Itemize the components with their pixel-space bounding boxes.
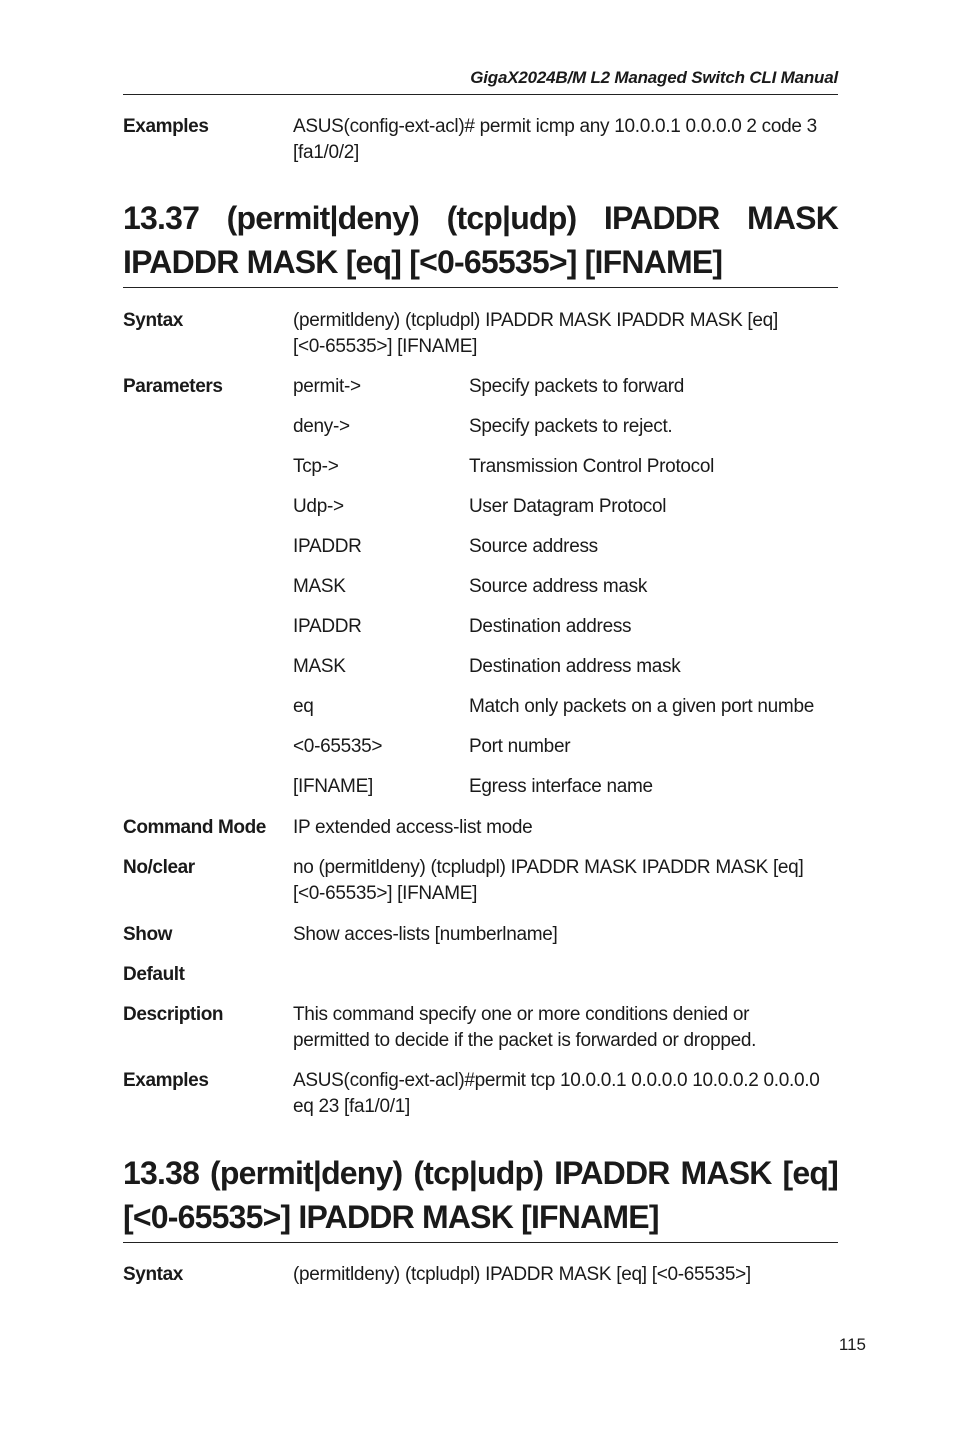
syntax-label: Syntax (123, 1264, 183, 1285)
parameter-name: MASK (293, 656, 346, 677)
examples-label: Examples (123, 1070, 209, 1091)
header-rule (123, 94, 838, 95)
section-heading-13-38 (123, 1151, 838, 1239)
section-heading-13-37 (123, 196, 838, 284)
parameter-description: Transmission Control Protocol (469, 456, 715, 477)
parameter-name: Tcp-> (293, 456, 339, 477)
parameter-description: Destination address mask (469, 656, 681, 677)
parameters-label: Parameters (123, 376, 223, 397)
no-clear-label: No/clear (123, 857, 195, 878)
parameter-name: permit-> (293, 376, 361, 397)
parameter-description: Specify packets to reject. (469, 416, 673, 437)
description-label: Description (123, 1004, 224, 1025)
heading-rule (123, 287, 838, 288)
heading-line: [<0-65535>] IPADDR MASK [IFNAME] (123, 1199, 659, 1235)
parameter-name: deny-> (293, 416, 350, 437)
default-label: Default (123, 964, 185, 985)
examples-value (293, 114, 843, 166)
parameter-name: IPADDR (293, 536, 362, 557)
parameter-name: [IFNAME] (293, 776, 373, 797)
command-mode-value: IP extended access-list mode (293, 817, 533, 838)
syntax-value: (permitldeny) (tcpludpl) IPADDR MASK [eq] [<0-65535>] (293, 1264, 751, 1285)
parameter-name: IPADDR (293, 616, 362, 637)
parameter-description: Specify packets to forward (469, 376, 685, 397)
show-value: Show acces-lists [numberlname] (293, 924, 558, 945)
parameter-name: MASK (293, 576, 346, 597)
parameter-description: Destination address (469, 616, 632, 637)
heading-line: 13.37 (permit|deny) (tcp|udp) IPADDR MASK (123, 200, 838, 236)
running-header: GigaX2024B/M L2 Managed Switch CLI Manual (470, 68, 838, 87)
examples-label: Examples (123, 116, 209, 137)
parameter-description: Source address mask (469, 576, 648, 597)
syntax-line: [<0-65535>] [IFNAME] (293, 336, 478, 357)
examples-line: [fa1/0/2] (293, 142, 359, 163)
description-line: permitted to decide if the packet is forwarded or dropped. (293, 1030, 757, 1051)
parameter-name: Udp-> (293, 496, 344, 517)
page-number: 115 (838, 1335, 866, 1354)
heading-rule (123, 1242, 838, 1243)
parameter-name: <0-65535> (293, 736, 383, 757)
syntax-line: (permitldeny) (tcpludpl) IPADDR MASK IPADDR MASK [eq] (293, 310, 778, 331)
heading-line: 13.38 (permit|deny) (tcp|udp) IPADDR MASK [eq] (123, 1155, 838, 1191)
examples-line: ASUS(config-ext-acl)# permit icmp any 10.0.0.1 0.0.0.0 2 code 3 (293, 116, 817, 137)
examples-line: ASUS(config-ext-acl)#permit tcp 10.0.0.1 0.0.0.0 10.0.0.2 0.0.0.0 (293, 1070, 820, 1091)
syntax-label: Syntax (123, 310, 183, 331)
examples-line: eq 23 [fa1/0/1] (293, 1096, 410, 1117)
parameter-description: Port number (469, 736, 571, 757)
command-mode-label: Command Mode (123, 817, 266, 838)
parameter-name: eq (293, 696, 314, 717)
description-line: This command specify one or more conditions denied or (293, 1004, 750, 1025)
no-clear-value (293, 855, 843, 907)
description-value (293, 1002, 843, 1054)
no-clear-line: [<0-65535>] [IFNAME] (293, 883, 478, 904)
examples-value (293, 1068, 843, 1120)
parameter-description: Source address (469, 536, 598, 557)
parameter-description: Egress interface name (469, 776, 653, 797)
show-label: Show (123, 924, 173, 945)
heading-line: IPADDR MASK [eq] [<0-65535>] [IFNAME] (123, 244, 723, 280)
parameter-description: Match only packets on a given port numbe (469, 696, 814, 717)
parameter-description: User Datagram Protocol (469, 496, 667, 517)
no-clear-line: no (permitldeny) (tcpludpl) IPADDR MASK IPADDR MASK [eq] (293, 857, 804, 878)
syntax-value (293, 308, 843, 360)
